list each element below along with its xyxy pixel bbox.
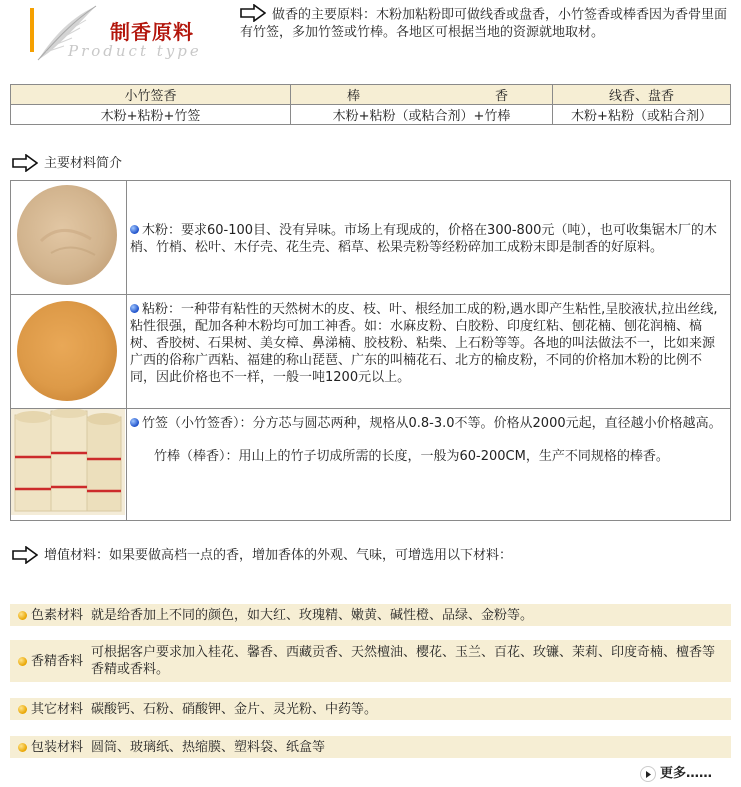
- wood-powder-icon: [11, 181, 125, 289]
- banner-accent-bar: [30, 8, 34, 52]
- item-label: 色素材料: [31, 607, 84, 623]
- banner-subtitle: Product type: [68, 42, 202, 60]
- item-label: 包装材料: [31, 739, 84, 755]
- more-link[interactable]: 更多……: [640, 762, 712, 782]
- wood-powder-image: [11, 181, 127, 295]
- header-banner: [10, 2, 236, 64]
- bullet-icon: [130, 225, 139, 234]
- table-row: [11, 409, 731, 521]
- value-added-section-title: 增值材料：如果要做高档一点的香，增加香体的外观、气味，可增选用以下材料：: [12, 544, 512, 565]
- banner-title: 制香原料: [110, 20, 194, 44]
- bullet-icon: [18, 611, 27, 620]
- value-added-item: [10, 604, 731, 626]
- arrow-right-icon: [12, 546, 38, 564]
- bamboo-sticks-icon: [11, 409, 125, 515]
- item-label: 其它材料: [31, 701, 84, 717]
- item-text: 可根据客户要求加入桂花、馨香、西藏贡香、天然檀油、樱花、玉兰、百花、玫镰、茉莉、印度奇楠、檀香等香精或香料。: [91, 645, 716, 677]
- table-cell: 木粉+粘粉（或粘合剂）: [553, 105, 731, 125]
- value-added-item: [10, 736, 731, 758]
- arrow-right-icon: [240, 4, 266, 22]
- material-wood-powder: 木粉：要求60-100目、没有异味。市场上有现成的，价格在300-800元（吨），也可收集锯木厂的木梢、竹梢、松叶、木仔壳、花生壳、稻草、松果壳粉等经粉碎加工成粉末即是制香的好原料。: [127, 181, 731, 295]
- material-sticky-powder: 粘粉：一种带有粘性的天然树木的皮、枝、叶、根经加工成的粉,遇水即产生粘性,呈胶液状,拉出丝线,粘性很强，配加各种木粉均可加工神香。如：水麻皮粉、白胶粉、印度红粘、刨花楠、刨花润楠、槁树、香胶树、石果树、美女樟、鼻涕楠、胶枝粉、粘柴、上石粉等等。各地的叫法做法不一，比如来源广西的俗称广西粘、福建的称山琵琶、广东的叫楠花石、北方的榆皮粉，不同的价格加木粉的比例不同，因此价格也不一样，一般一吨1200元以上。: [127, 295, 731, 409]
- header-cell: 棒 香: [291, 85, 553, 105]
- item-label: 香精香料: [31, 653, 84, 669]
- table-cell: 木粉+粘粉+竹签: [11, 105, 291, 125]
- material-bamboo-sticks: 竹签（小竹签香）：分方芯与圆芯两种，规格从0.8-3.0不等。价格从2000元起，直径越小价格越高。 竹棒（棒香）：用山上的竹子切成所需的长度，一般为60-200CM，生产不同规格的棒香。: [127, 409, 731, 521]
- item-text: 圆筒、玻璃纸、热缩膜、塑料袋、纸盒等: [91, 739, 326, 755]
- bullet-icon: [18, 657, 27, 666]
- table-row: [11, 181, 731, 295]
- sticky-powder-image: [11, 295, 127, 409]
- bullet-icon: [18, 705, 27, 714]
- table-row: [11, 105, 731, 125]
- table-row: [11, 295, 731, 409]
- arrow-right-icon: [12, 154, 38, 172]
- bullet-icon: [18, 743, 27, 752]
- header-cell: 小竹签香: [11, 85, 291, 105]
- formula-table: [10, 84, 731, 125]
- intro-text: 做香的主要原料：木粉加粘粉即可做线香或盘香，小竹签香或棒香因为香骨里面有竹签，多加竹签或竹棒。各地区可根据当地的资源就地取材。: [240, 6, 735, 41]
- item-text: 就是给香加上不同的颜色，如大红、玫瑰精、嫩黄、碱性橙、品绿、金粉等。: [91, 607, 534, 623]
- sticky-powder-icon: [11, 295, 125, 403]
- bullet-icon: [130, 418, 139, 427]
- value-added-item: [10, 640, 731, 682]
- item-text: 碳酸钙、石粉、硝酸钾、金片、灵光粉、中药等。: [91, 701, 378, 717]
- materials-section-title: 主要材料简介: [12, 152, 122, 173]
- value-added-item: [10, 698, 731, 720]
- bamboo-sticks-image: [11, 409, 127, 521]
- bamboo-rod-text: 竹棒（棒香）：用山上的竹子切成所需的长度，一般为60-200CM，生产不同规格的棒香。: [154, 449, 669, 464]
- table-header-row: [11, 85, 731, 105]
- chevron-right-icon: [640, 766, 656, 782]
- header-cell: 线香、盘香: [553, 85, 731, 105]
- table-cell: 木粉+粘粉（或粘合剂）+竹棒: [291, 105, 553, 125]
- materials-table: [10, 180, 731, 521]
- bullet-icon: [130, 304, 139, 313]
